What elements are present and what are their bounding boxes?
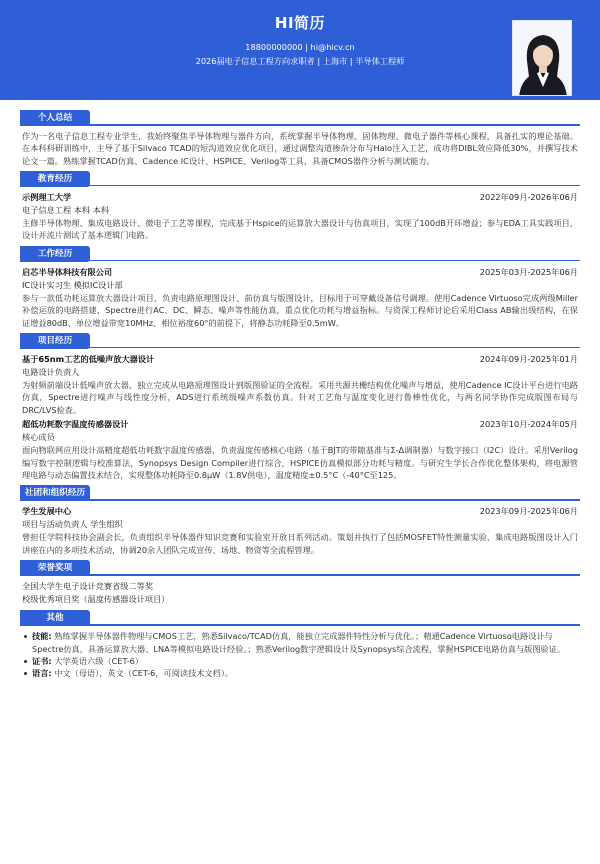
company-name: 启芯半导体科技有限公司 <box>22 266 113 277</box>
project-name: 超低功耗数字温度传感器设计 <box>22 419 129 430</box>
education-entry <box>20 191 580 242</box>
section-header <box>20 171 580 187</box>
section-education <box>20 171 580 242</box>
section-title: 个人总结 <box>20 110 90 126</box>
item-key: 语言: <box>32 668 52 679</box>
section-header <box>20 333 580 349</box>
section-other <box>20 610 580 679</box>
entry-description: 参与一款低功耗运算放大器设计项目，负责电路原理图设计、前仿真与版图设计，目标用于可穿戴设备信号调理。使用Cadence Virtuoso完成两级Miller补偿运放的电路搭建，Spectre进行AC、DC、瞬态、噪声等性能仿真，重点优化功耗与增益指标。与资深工程师讨论后采用Class AB输出级结构，在保证增益80dB、单位增益带宽10MHz、相位裕度60°的前提下，将静态功耗降至0.5mW。 <box>22 292 578 328</box>
section-projects <box>20 333 580 481</box>
section-title: 荣誉奖项 <box>20 560 90 576</box>
section-work <box>20 246 580 329</box>
list-item <box>32 655 578 667</box>
section-social <box>20 485 580 556</box>
project-entry <box>20 418 580 481</box>
entry-date: 2023年10月-2024年05月 <box>479 419 578 430</box>
resume-header <box>0 0 600 100</box>
section-title: 社团和组织经历 <box>20 485 90 501</box>
school-name: 示例理工大学 <box>22 191 72 202</box>
other-list <box>20 630 580 679</box>
list-item <box>32 667 578 679</box>
section-title: 工作经历 <box>20 246 90 262</box>
entry-description: 面向物联网应用设计高精度超低功耗数字温度传感器，负责温度传感核心电路（基于BJT的带隙基准与Σ-Δ调制器）与数字接口（I2C）设计。采用Verilog编写数字控制逻辑与校准算法，Synopsys Design Compiler进行综合，HSPICE仿真模拟部分功耗与精度。与研究生学长合作优化整体架构，将电源管理电路与动态偏置技术结合，实现整体功耗降至0.8μW（1.8V供电），温度精度±0.5°C（-40°C至125。 <box>22 445 578 480</box>
award-item: 全国大学生电子设计竞赛省级二等奖 <box>22 581 154 591</box>
entry-description: 主修半导体物理、集成电路设计、微电子工艺等课程，完成基于Hspice的运算放大器设计与仿真项目，实现了100dB开环增益；参与EDA工具实践项目，设计并流片测试了基本逻辑门电路。 <box>22 218 578 241</box>
section-title: 其他 <box>20 610 90 626</box>
contact-line: 18800000000 | hi@hicv.cn <box>245 42 355 52</box>
entry-subtitle: 电子信息工程 本科 本科 <box>22 205 110 216</box>
section-header <box>20 246 580 262</box>
section-summary <box>20 110 580 167</box>
project-entry <box>20 353 580 416</box>
section-awards <box>20 560 580 606</box>
section-header <box>20 610 580 626</box>
award-item: 校级优秀项目奖（温度传感器设计项目） <box>22 594 170 605</box>
entry-header <box>20 505 580 518</box>
entry-description: 为射频前端设计低噪声放大器，独立完成从电路原理图设计到版图验证的全流程。采用共源共栅结构优化噪声与增益，使用Cadence IC设计平台进行电路仿真，Spectre进行噪声与线性度分析，ADS进行系统级噪声系数仿真。针对工艺角与温度变化进行鲁棒性优化，与两名同学协作完成版图布局与DRC/LVS检查。 <box>22 380 578 415</box>
item-text: 熟练掌握半导体器件物理与CMOS工艺，熟悉Silvaco/TCAD仿真，能独立完成器件特性分析与优化。；精通Cadence Virtuoso电路设计与Spectre仿真，具备运算放大器、LNA等模拟电路设计经验。；熟悉Verilog数字逻辑设计及Synopsys综合流程，掌握HSPICE电路仿真与版图验证。 <box>32 631 566 654</box>
entry-subtitle: 项目与活动负责人 学生组织 <box>22 519 123 530</box>
item-key: 证书: <box>32 655 52 666</box>
entry-description: 曾担任学院科技协会副会长，负责组织半导体器件知识竞赛和实验室开放日系列活动。策划并执行了包括MOSFET特性测量实验、集成电路版图设计入门讲座在内的多项技术活动，协调20余人团队完成宣传、场地、物资等全流程管理。 <box>22 532 578 555</box>
project-name: 基于65nm工艺的低噪声放大器设计 <box>22 353 155 364</box>
section-title: 教育经历 <box>20 171 90 187</box>
list-item <box>32 630 578 655</box>
resume-name: HI简历 <box>274 14 326 32</box>
section-title: 项目经历 <box>20 333 90 349</box>
entry-date: 2024年09月-2025年01月 <box>479 353 578 364</box>
entry-subtitle: 电路设计负责人 <box>22 367 80 377</box>
item-text: 大学英语六级（CET-6） <box>54 655 144 666</box>
profile-photo <box>512 20 572 96</box>
section-header <box>20 485 580 501</box>
entry-subtitle: IC设计实习生 模拟IC设计部 <box>22 279 123 290</box>
entry-date: 2023年09月-2025年06月 <box>479 506 578 517</box>
entry-date: 2022年09月-2026年06月 <box>479 191 578 202</box>
work-entry <box>20 266 580 329</box>
entry-header <box>20 353 580 366</box>
entry-header <box>20 418 580 431</box>
section-header <box>20 560 580 576</box>
item-text: 中文（母语），英文（CET-6，可阅读技术文档）。 <box>54 668 234 679</box>
job-target-line: 2026届电子信息工程方向求职者 | 上海市 | 半导体工程师 <box>195 56 405 67</box>
entry-subtitle: 核心成员 <box>22 432 55 443</box>
organization-name: 学生发展中心 <box>22 506 72 517</box>
entry-header <box>20 266 580 279</box>
summary-text: 作为一名电子信息工程专业学生，我始终聚焦半导体物理与器件方向，系统掌握半导体物理、固体物理、微电子器件等核心课程，具备扎实的理论基础。在本科科研训练中，主导了基于Silvaco TCAD的短沟道效应优化项目，通过调整沟道掺杂分布与Halo注入工艺，成功将DIBL效应降低30%，并撰写技术论文一篇。熟练掌握TCAD仿真、Cadence IC设计、HSPICE、Verilog等工具，具备CMOS器件分析与测试能力。 <box>22 131 578 166</box>
entry-header <box>20 191 580 204</box>
organization-entry <box>20 505 580 556</box>
entry-date: 2025年03月-2025年06月 <box>479 266 578 277</box>
item-key: 技能: <box>32 631 52 642</box>
section-header <box>20 110 580 126</box>
